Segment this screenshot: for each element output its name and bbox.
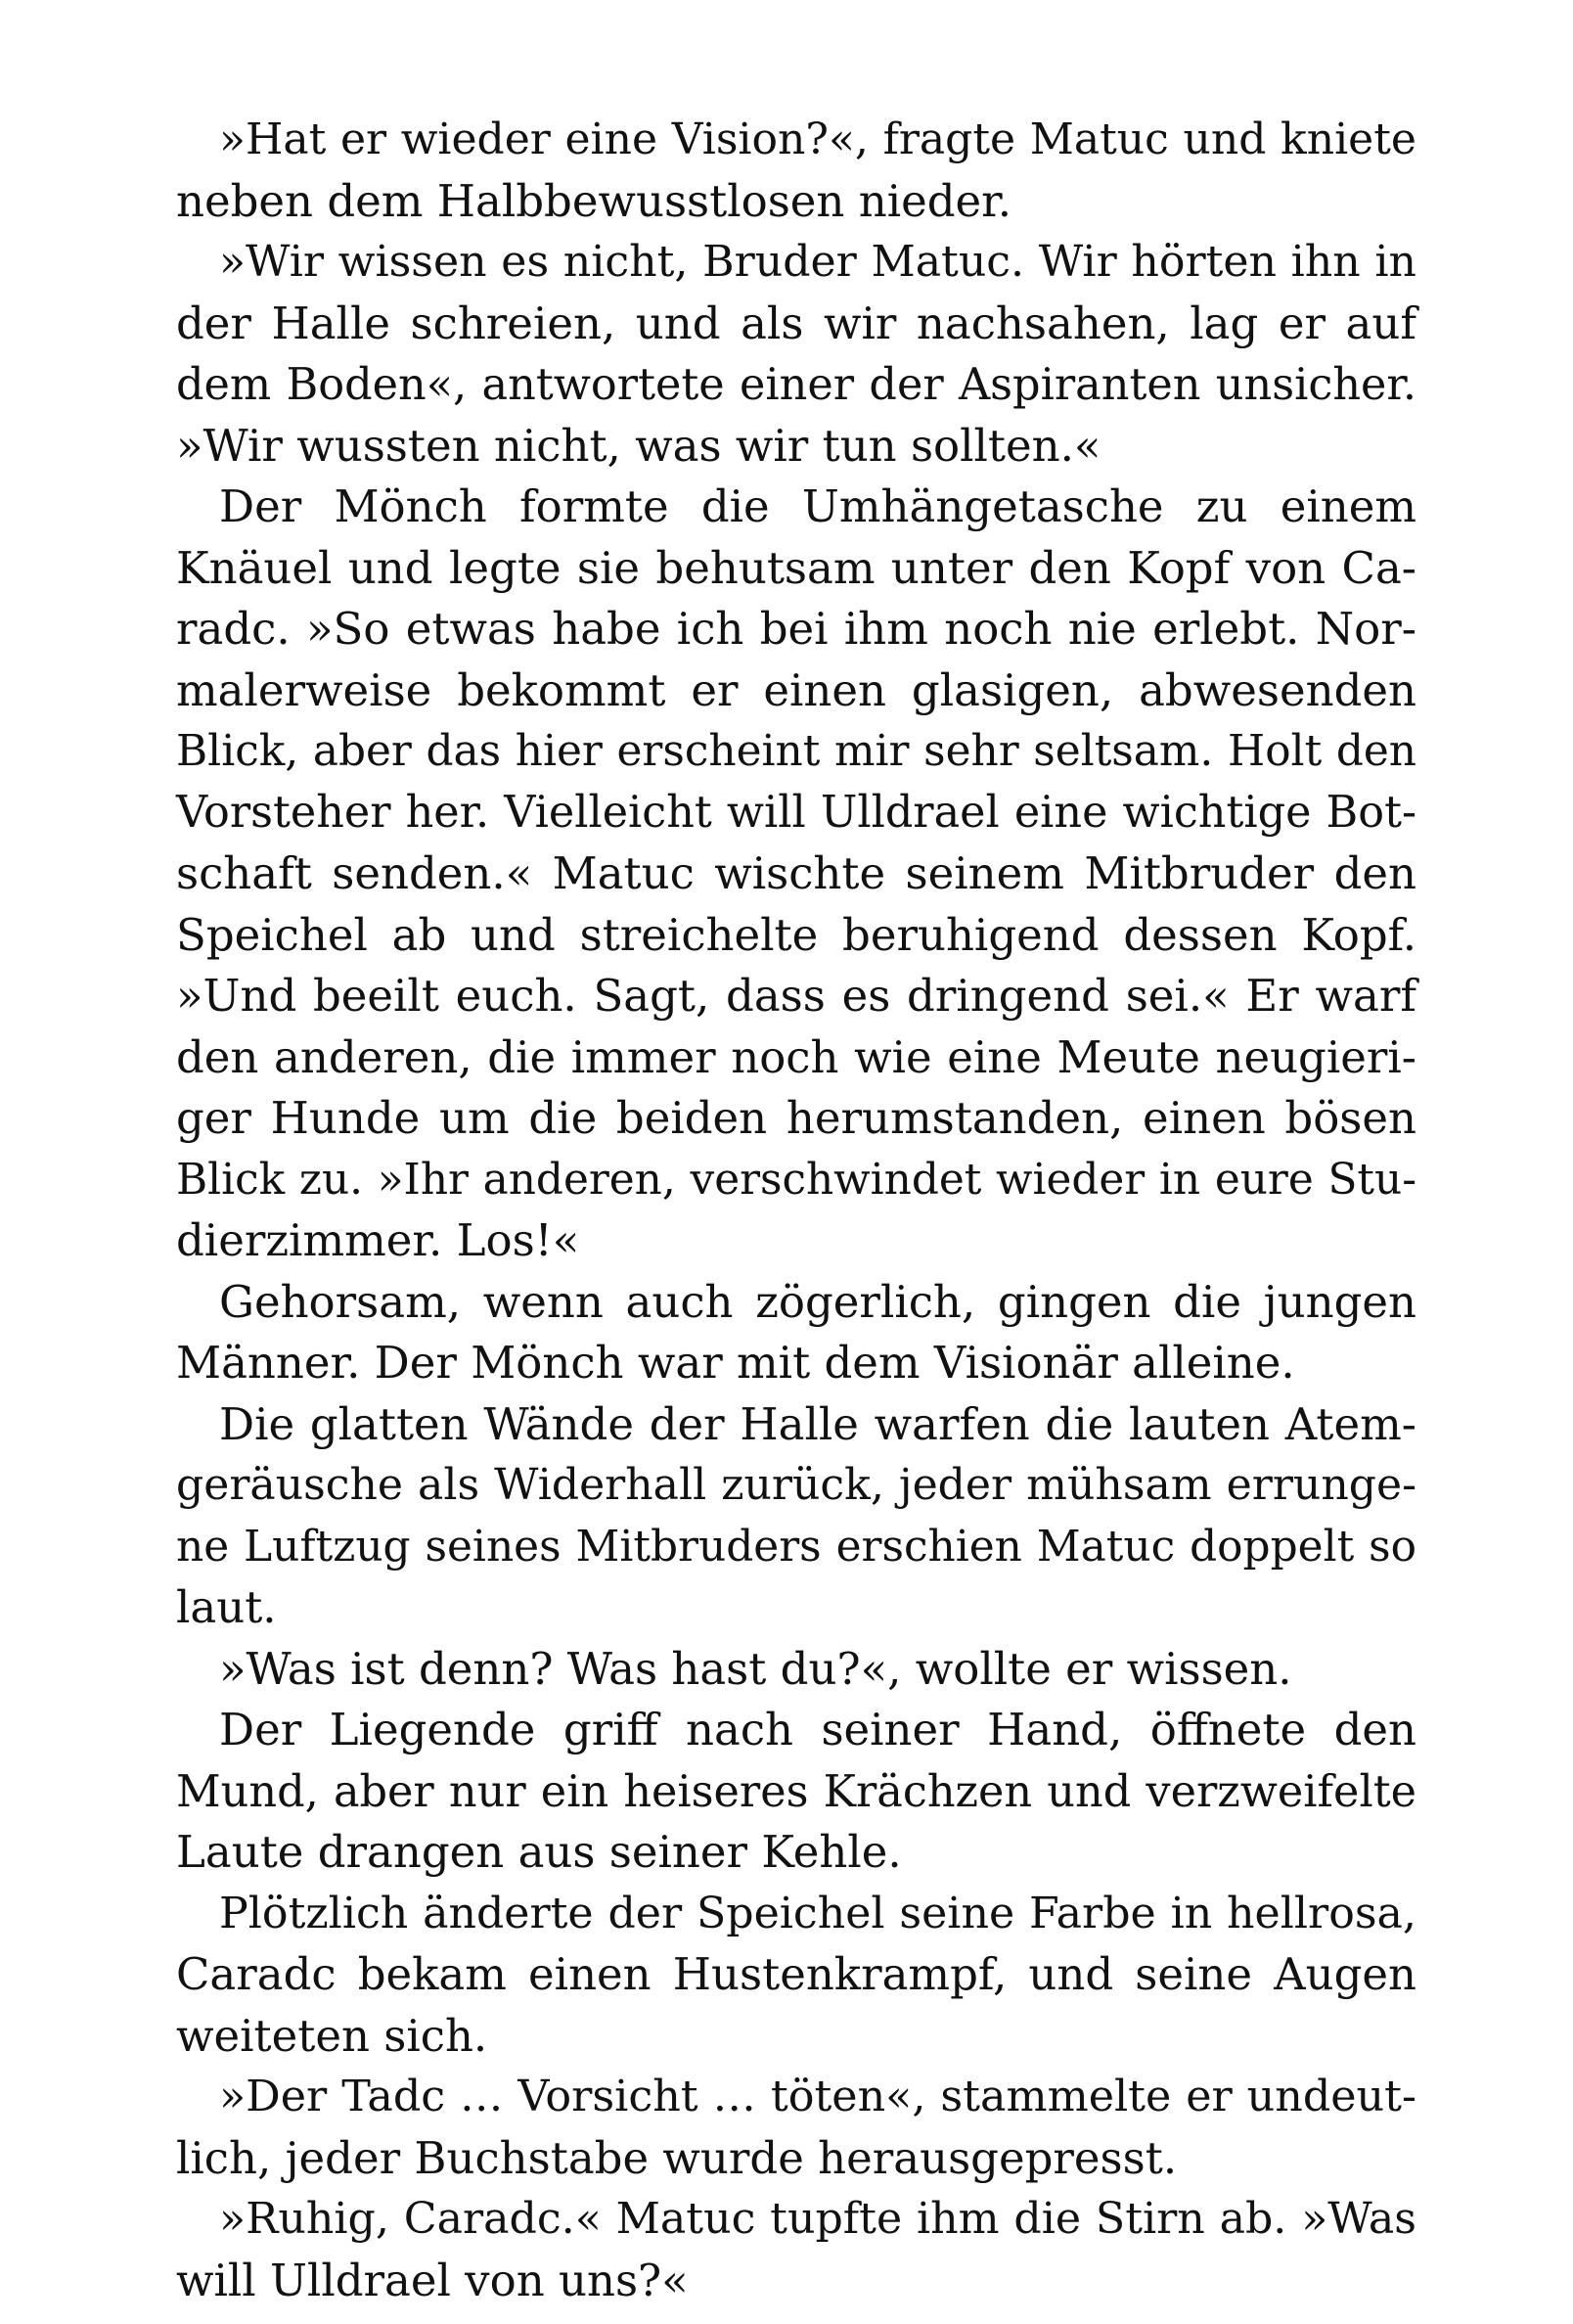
text-line: dem Boden«, antwortete einer der Aspiranten unsicher. [176, 359, 1416, 410]
text-line: weiteten sich. [176, 2009, 488, 2062]
text-line: ger Hunde um die beiden herumstanden, einen bösen [176, 1092, 1416, 1144]
text-line: Vorsteher her. Vielleicht will Ulldrael eine wichtige Bot- [176, 787, 1416, 838]
text-line: laut. [176, 1581, 277, 1633]
text-line: »Ruhig, Caradc.« Matuc tupfte ihm die Stirn ab. »Was [219, 2194, 1416, 2244]
text-line: will Ulldrael von uns?« [176, 2254, 689, 2306]
paragraph [176, 1639, 1416, 1701]
text-line: »Was ist denn? Was hast du?«, wollte er wissen. [219, 1642, 1292, 1695]
text-line: schaft senden.« Matuc wischte seinem Mitbruder den [176, 847, 1416, 899]
paragraph [176, 232, 1416, 477]
text-line: dierzimmer. Los!« [176, 1214, 580, 1266]
paragraph [176, 110, 1416, 232]
paragraph [176, 1272, 1416, 1394]
text-line: »Wir wussten nicht, was wir tun sollten.« [176, 419, 1101, 472]
text-line: den anderen, die immer noch wie eine Meute neugieri- [176, 1030, 1416, 1083]
text-line: geräusche als Widerhall zurück, jeder mühsam errunge- [176, 1460, 1416, 1510]
text-line: Plötzlich änderte der Speichel seine Farbe in hellrosa, [219, 1888, 1416, 1938]
text-line: Blick, aber das hier erscheint mir sehr seltsam. Holt den [176, 726, 1416, 776]
text-line: Blick zu. »Ihr anderen, verschwindet wieder in eure Stu- [176, 1154, 1416, 1205]
paragraph [176, 1394, 1416, 1639]
text-line: Mund, aber nur ein heiseres Krächzen und verzweifelte [176, 1765, 1416, 1817]
text-line: Der Liegende griff nach seiner Hand, öffnete den [219, 1704, 1416, 1755]
text-line: ne Luftzug seines Mitbruders erschien Matuc doppelt so [176, 1521, 1416, 1572]
text-line: malerweise bekommt er einen glasigen, abwesenden [176, 663, 1416, 716]
text-line: Die glatten Wände der Halle warfen die lauten Atem- [219, 1397, 1416, 1450]
paragraph [176, 2189, 1416, 2311]
text-line: Speichel ab und streichelte beruhigend dessen Kopf. [176, 908, 1416, 961]
text-line: lich, jeder Buchstabe wurde herausgepresst. [176, 2131, 1178, 2184]
text-line: »Hat er wieder eine Vision?«, fragte Matuc und kniete [219, 114, 1416, 164]
text-line: »Und beeilt euch. Sagt, dass es dringend sei.« Er warf [176, 970, 1416, 1022]
text-line: Der Mönch formte die Umhängetasche zu einem [219, 480, 1416, 532]
paragraph [176, 1884, 1416, 2068]
text-line: »Der Tadc … Vorsicht … töten«, stammelte er undeut- [219, 2072, 1416, 2121]
paragraph [176, 1700, 1416, 1884]
text-line: Männer. Der Mönch war mit dem Visionär alleine. [176, 1337, 1295, 1389]
text-line: Knäuel und legte sie behutsam unter den Kopf von Ca- [176, 541, 1416, 594]
paragraph [176, 477, 1416, 1272]
text-line: radc. »So etwas habe ich bei ihm noch nie erlebt. Nor- [176, 603, 1416, 655]
book-page [176, 110, 1416, 2311]
text-line: neben dem Halbbewusstlosen nieder. [176, 174, 1012, 227]
text-line: Gehorsam, wenn auch zögerlich, gingen die jungen [219, 1275, 1416, 1328]
text-line: »Wir wissen es nicht, Bruder Matuc. Wir hörten ihn in [219, 237, 1416, 287]
text-line: Laute drangen aus seiner Kehle. [176, 1826, 902, 1878]
text-line: der Halle schreien, und als wir nachsahen, lag er auf [176, 296, 1416, 349]
paragraph [176, 2067, 1416, 2189]
text-line: Caradc bekam einen Hustenkrampf, und seine Augen [176, 1948, 1416, 2000]
